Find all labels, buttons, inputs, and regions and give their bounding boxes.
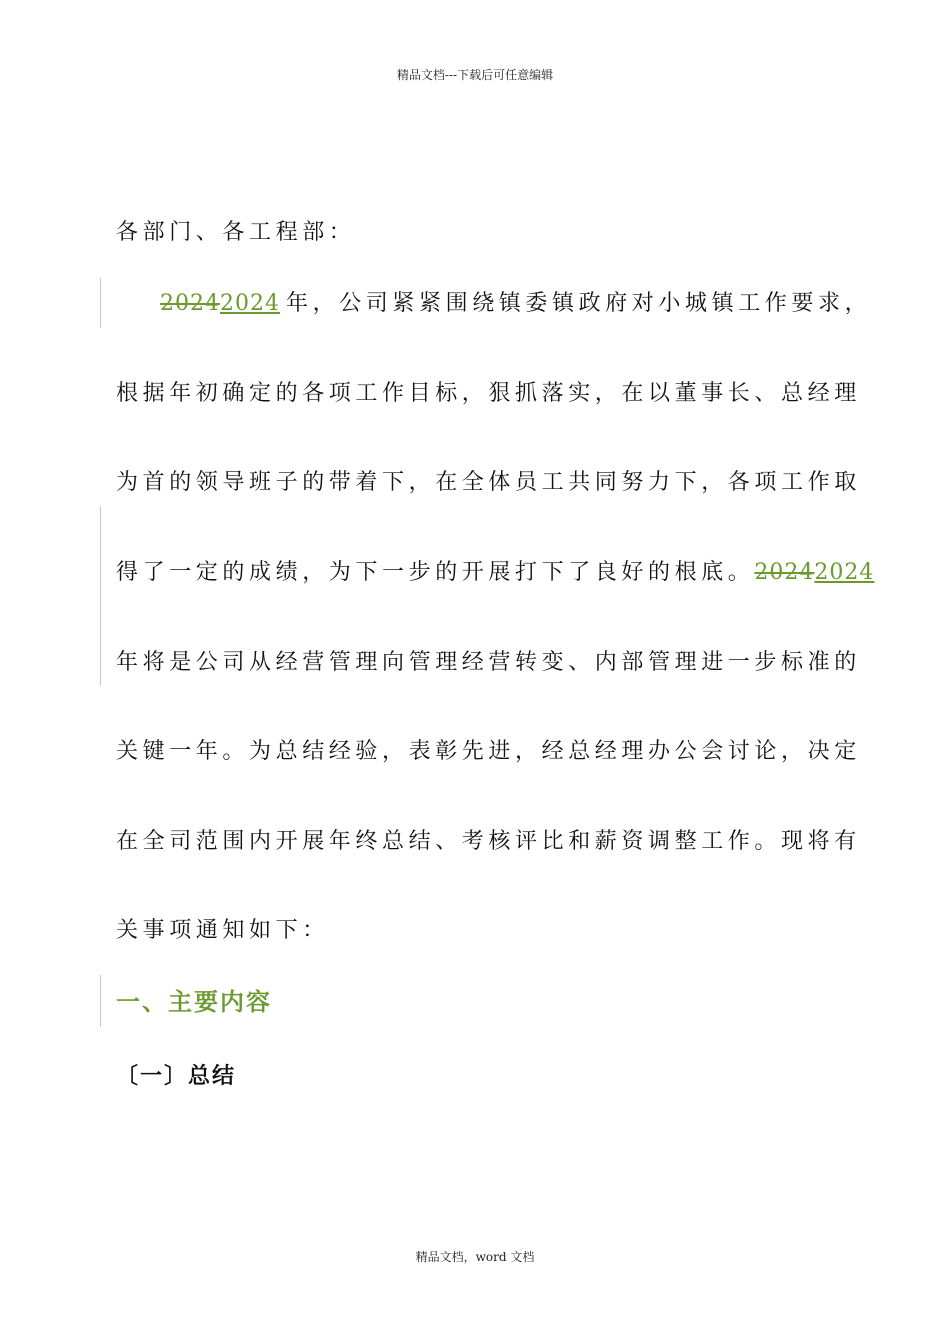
salutation: 各部门、各工程部： (116, 220, 356, 245)
inserted-text: 2024 (814, 560, 875, 585)
change-bar (100, 278, 101, 328)
deleted-text: 2024 (160, 291, 220, 316)
paragraph-text: 年，公司紧紧围绕镇委镇政府对小城镇工作要求， (286, 291, 872, 316)
paragraph-line-2: 根据年初确定的各项工作目标，狠抓落实，在以董事长、总经理 (116, 381, 861, 406)
page-header: 精品文档---下载后可任意编辑 (396, 68, 554, 82)
paragraph-line-6: 关键一年。为总结经验，表彰先进，经总经理办公会讨论，决定 (116, 739, 861, 764)
paragraph-line-1 (160, 289, 871, 319)
change-bar (100, 975, 101, 1027)
subsection-heading: 〔一〕总结 (116, 1064, 237, 1089)
change-bar (100, 506, 101, 686)
section-heading: 一、主要内容 (116, 988, 272, 1016)
paragraph-line-5: 年将是公司从经营管理向管理经营转变、内部管理进一步标准的 (116, 650, 861, 675)
deleted-text: 2024 (754, 560, 815, 585)
paragraph-text: 得了一定的成绩，为下一步的开展打下了良好的根底。 (116, 560, 755, 585)
paragraph-line-8: 关事项通知如下： (116, 918, 329, 943)
page-footer: 精品文档，word 文档 (415, 1250, 535, 1264)
paragraph-line-7: 在全司范围内开展年终总结、考核评比和薪资调整工作。现将有 (116, 829, 861, 854)
paragraph-line-3: 为首的领导班子的带着下，在全体员工共同努力下，各项工作取 (116, 470, 861, 495)
paragraph-line-4 (116, 558, 874, 588)
inserted-text: 2024 (220, 291, 280, 316)
